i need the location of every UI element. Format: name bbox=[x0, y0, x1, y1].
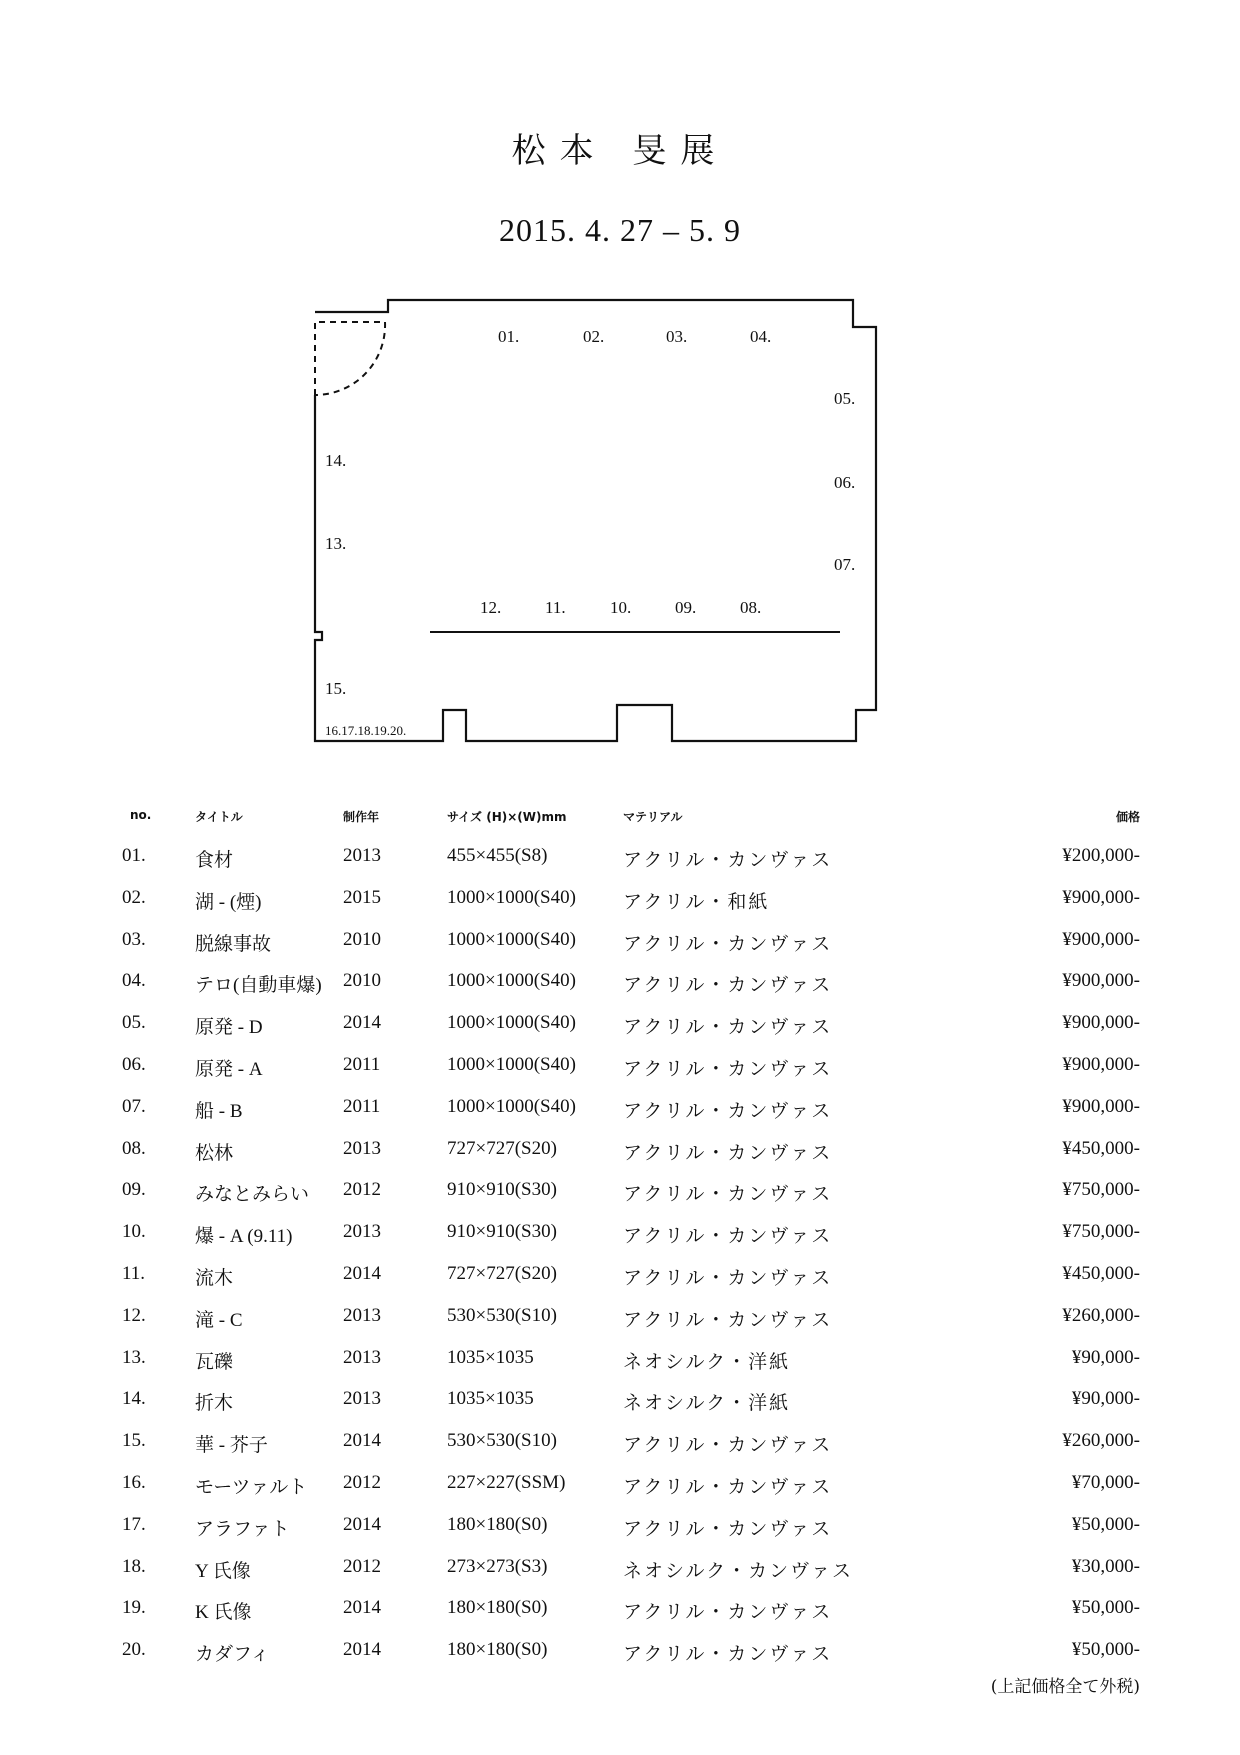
row-year: 2013 bbox=[343, 1346, 381, 1368]
row-size: 180×180(S0) bbox=[447, 1639, 548, 1661]
row-year: 2013 bbox=[343, 1221, 381, 1243]
row-title: 湖 - (煙) bbox=[195, 891, 262, 913]
table-row bbox=[0, 1096, 1240, 1126]
header-material: マテリアル bbox=[623, 810, 683, 824]
row-title: 食材 bbox=[195, 850, 234, 871]
row-year: 2013 bbox=[343, 1137, 381, 1159]
tax-note: (上記価格全て外税) bbox=[990, 1677, 1140, 1697]
header-year: 制作年 bbox=[343, 810, 380, 824]
row-title: 折木 bbox=[195, 1393, 234, 1415]
row-year: 2012 bbox=[343, 1179, 381, 1201]
row-year: 2014 bbox=[343, 1263, 381, 1284]
row-size: 273×273(S3) bbox=[447, 1555, 548, 1577]
row-material: ネオシルク・洋紙 bbox=[623, 1351, 791, 1373]
row-year: 2013 bbox=[343, 845, 381, 866]
row-number: 14. bbox=[122, 1388, 146, 1410]
header-no: no. bbox=[130, 808, 152, 822]
row-price: ¥260,000- bbox=[1062, 1304, 1140, 1326]
row-material: アクリル・カンヴァス bbox=[623, 1644, 833, 1666]
position-04: 04. bbox=[750, 327, 772, 346]
row-title: カダフィ bbox=[195, 1644, 270, 1666]
row-price: ¥900,000- bbox=[1062, 1054, 1140, 1075]
row-number: 16. bbox=[122, 1472, 146, 1493]
row-number: 19. bbox=[122, 1597, 146, 1619]
position-07: 07. bbox=[834, 555, 856, 574]
position-02: 02. bbox=[583, 327, 605, 346]
row-size: 1000×1000(S40) bbox=[447, 1095, 576, 1117]
row-number: 11. bbox=[122, 1263, 146, 1284]
position-12: 12. bbox=[480, 598, 502, 617]
row-number: 13. bbox=[122, 1346, 146, 1368]
row-size: 530×530(S10) bbox=[447, 1430, 557, 1452]
row-price: ¥750,000- bbox=[1062, 1179, 1140, 1201]
row-number: 03. bbox=[122, 928, 146, 950]
row-price: ¥900,000- bbox=[1062, 1012, 1140, 1034]
table-row bbox=[0, 1263, 1240, 1293]
table-row bbox=[0, 845, 1240, 875]
row-material: アクリル・カンヴァス bbox=[623, 1059, 833, 1080]
row-title: 原発 - A bbox=[195, 1059, 263, 1080]
row-material: アクリル・カンヴァス bbox=[623, 1435, 833, 1457]
table-row bbox=[0, 929, 1240, 959]
table-row bbox=[0, 1597, 1240, 1627]
floor-plan bbox=[0, 0, 1240, 760]
row-title: 脱線事故 bbox=[195, 933, 272, 955]
header-title: タイトル bbox=[195, 810, 243, 824]
row-price: ¥90,000- bbox=[1071, 1388, 1140, 1410]
row-title: アラファト bbox=[195, 1518, 290, 1540]
row-year: 2012 bbox=[343, 1555, 381, 1577]
position-14: 14. bbox=[325, 451, 347, 470]
row-price: ¥900,000- bbox=[1062, 886, 1140, 908]
row-material: アクリル・カンヴァス bbox=[623, 1518, 833, 1540]
row-price: ¥900,000- bbox=[1062, 970, 1140, 992]
row-title: モーツァルト bbox=[195, 1477, 308, 1498]
row-number: 20. bbox=[122, 1639, 146, 1661]
position-13: 13. bbox=[325, 534, 347, 553]
row-year: 2013 bbox=[343, 1388, 381, 1410]
row-number: 09. bbox=[122, 1179, 146, 1201]
row-title: テロ(自動車爆) bbox=[195, 975, 322, 997]
table-row bbox=[0, 1347, 1240, 1377]
row-material: アクリル・カンヴァス bbox=[623, 1226, 833, 1248]
position-06: 06. bbox=[834, 473, 856, 492]
position-03: 03. bbox=[666, 327, 688, 346]
row-price: ¥450,000- bbox=[1062, 1137, 1140, 1159]
table-row bbox=[0, 1639, 1240, 1669]
row-year: 2014 bbox=[343, 1430, 381, 1452]
row-size: 1000×1000(S40) bbox=[447, 886, 576, 908]
row-material: アクリル・カンヴァス bbox=[623, 975, 833, 997]
row-material: アクリル・カンヴァス bbox=[623, 1602, 833, 1624]
row-price: ¥900,000- bbox=[1062, 1095, 1140, 1117]
row-number: 12. bbox=[122, 1304, 146, 1326]
position-15: 15. bbox=[325, 679, 347, 698]
row-size: 180×180(S0) bbox=[447, 1597, 548, 1619]
row-price: ¥70,000- bbox=[1071, 1472, 1140, 1493]
row-size: 455×455(S8) bbox=[447, 845, 548, 866]
row-title: 華 - 芥子 bbox=[195, 1435, 268, 1457]
table-row bbox=[0, 1388, 1240, 1418]
table-row bbox=[0, 1012, 1240, 1042]
row-size: 1035×1035 bbox=[447, 1388, 534, 1410]
row-material: アクリル・カンヴァス bbox=[623, 1142, 833, 1164]
row-number: 04. bbox=[122, 970, 146, 992]
row-year: 2012 bbox=[343, 1472, 381, 1493]
row-title: 滝 - C bbox=[195, 1309, 243, 1331]
row-year: 2010 bbox=[343, 970, 381, 992]
position-01: 01. bbox=[498, 327, 520, 346]
row-price: ¥900,000- bbox=[1062, 928, 1140, 950]
row-size: 530×530(S10) bbox=[447, 1304, 557, 1326]
row-number: 17. bbox=[122, 1513, 146, 1535]
table-row bbox=[0, 1138, 1240, 1168]
row-year: 2013 bbox=[343, 1304, 381, 1326]
row-year: 2010 bbox=[343, 928, 381, 950]
row-year: 2014 bbox=[343, 1513, 381, 1535]
row-material: アクリル・カンヴァス bbox=[623, 1184, 833, 1206]
table-row bbox=[0, 1179, 1240, 1209]
row-title: 松林 bbox=[195, 1142, 234, 1164]
row-material: アクリル・カンヴァス bbox=[623, 1309, 833, 1331]
row-year: 2014 bbox=[343, 1597, 381, 1619]
row-number: 18. bbox=[122, 1555, 146, 1577]
row-size: 910×910(S30) bbox=[447, 1179, 557, 1201]
row-price: ¥200,000- bbox=[1062, 845, 1140, 866]
row-year: 2014 bbox=[343, 1012, 381, 1034]
row-number: 06. bbox=[122, 1054, 146, 1075]
row-size: 180×180(S0) bbox=[447, 1513, 548, 1535]
row-title: K 氏像 bbox=[195, 1602, 252, 1624]
row-number: 07. bbox=[122, 1095, 146, 1117]
row-material: ネオシルク・洋紙 bbox=[623, 1393, 791, 1415]
row-size: 1000×1000(S40) bbox=[447, 928, 576, 950]
row-material: アクリル・和紙 bbox=[623, 891, 770, 913]
row-title: 瓦礫 bbox=[195, 1351, 234, 1373]
position-05: 05. bbox=[834, 389, 856, 408]
row-title: みなとみらい bbox=[195, 1184, 310, 1206]
row-year: 2011 bbox=[343, 1054, 381, 1075]
table-row bbox=[0, 1556, 1240, 1586]
row-year: 2015 bbox=[343, 886, 381, 908]
row-size: 727×727(S20) bbox=[447, 1137, 557, 1159]
row-size: 1000×1000(S40) bbox=[447, 1012, 576, 1034]
row-number: 10. bbox=[122, 1221, 146, 1243]
wall-outline bbox=[315, 300, 876, 741]
row-size: 727×727(S20) bbox=[447, 1263, 557, 1284]
row-number: 01. bbox=[122, 845, 146, 866]
row-year: 2011 bbox=[343, 1095, 381, 1117]
table-row bbox=[0, 1221, 1240, 1251]
row-size: 227×227(SSM) bbox=[447, 1472, 566, 1493]
row-material: アクリル・カンヴァス bbox=[623, 1017, 833, 1039]
row-price: ¥50,000- bbox=[1071, 1639, 1140, 1661]
row-price: ¥450,000- bbox=[1062, 1263, 1140, 1284]
row-size: 1000×1000(S40) bbox=[447, 970, 576, 992]
row-material: アクリル・カンヴァス bbox=[623, 1268, 833, 1289]
position-09: 09. bbox=[675, 598, 697, 617]
row-number: 08. bbox=[122, 1137, 146, 1159]
row-price: ¥260,000- bbox=[1062, 1430, 1140, 1452]
row-title: 爆 - A (9.11) bbox=[195, 1226, 293, 1248]
table-row bbox=[0, 1054, 1240, 1084]
exhibition-title: 松本 旻展 bbox=[511, 130, 729, 171]
table-row bbox=[0, 1305, 1240, 1335]
row-number: 15. bbox=[122, 1430, 146, 1452]
exhibition-dates: 2015. 4. 27 – 5. 9 bbox=[499, 212, 741, 248]
row-material: ネオシルク・カンヴァス bbox=[623, 1560, 853, 1582]
position-10: 10. bbox=[610, 598, 632, 617]
row-title: 船 - B bbox=[195, 1100, 243, 1122]
table-row bbox=[0, 887, 1240, 917]
row-price: ¥30,000- bbox=[1071, 1555, 1140, 1577]
table-row bbox=[0, 1514, 1240, 1544]
row-price: ¥50,000- bbox=[1071, 1513, 1140, 1535]
row-material: アクリル・カンヴァス bbox=[623, 850, 833, 871]
row-material: アクリル・カンヴァス bbox=[623, 933, 833, 955]
row-price: ¥90,000- bbox=[1071, 1346, 1140, 1368]
row-price: ¥750,000- bbox=[1062, 1221, 1140, 1243]
row-title: 原発 - D bbox=[195, 1017, 263, 1039]
position-08: 08. bbox=[740, 598, 762, 617]
row-material: アクリル・カンヴァス bbox=[623, 1100, 833, 1122]
position-11: 11. bbox=[545, 598, 566, 617]
row-number: 02. bbox=[122, 886, 146, 908]
row-size: 910×910(S30) bbox=[447, 1221, 557, 1243]
header-size: サイズ (H)×(W)mm bbox=[447, 810, 567, 824]
door-swing bbox=[315, 322, 385, 395]
table-row bbox=[0, 1430, 1240, 1460]
row-number: 05. bbox=[122, 1012, 146, 1034]
header-price: 価格 bbox=[1115, 810, 1140, 824]
table-row bbox=[0, 970, 1240, 1000]
row-title: 流木 bbox=[195, 1268, 234, 1289]
row-year: 2014 bbox=[343, 1639, 381, 1661]
row-material: アクリル・カンヴァス bbox=[623, 1477, 833, 1498]
table-row bbox=[0, 1472, 1240, 1502]
position-16-20: 16.17.18.19.20. bbox=[325, 723, 407, 738]
row-size: 1000×1000(S40) bbox=[447, 1054, 576, 1075]
row-price: ¥50,000- bbox=[1071, 1597, 1140, 1619]
row-title: Y 氏像 bbox=[195, 1560, 251, 1582]
row-size: 1035×1035 bbox=[447, 1346, 534, 1368]
